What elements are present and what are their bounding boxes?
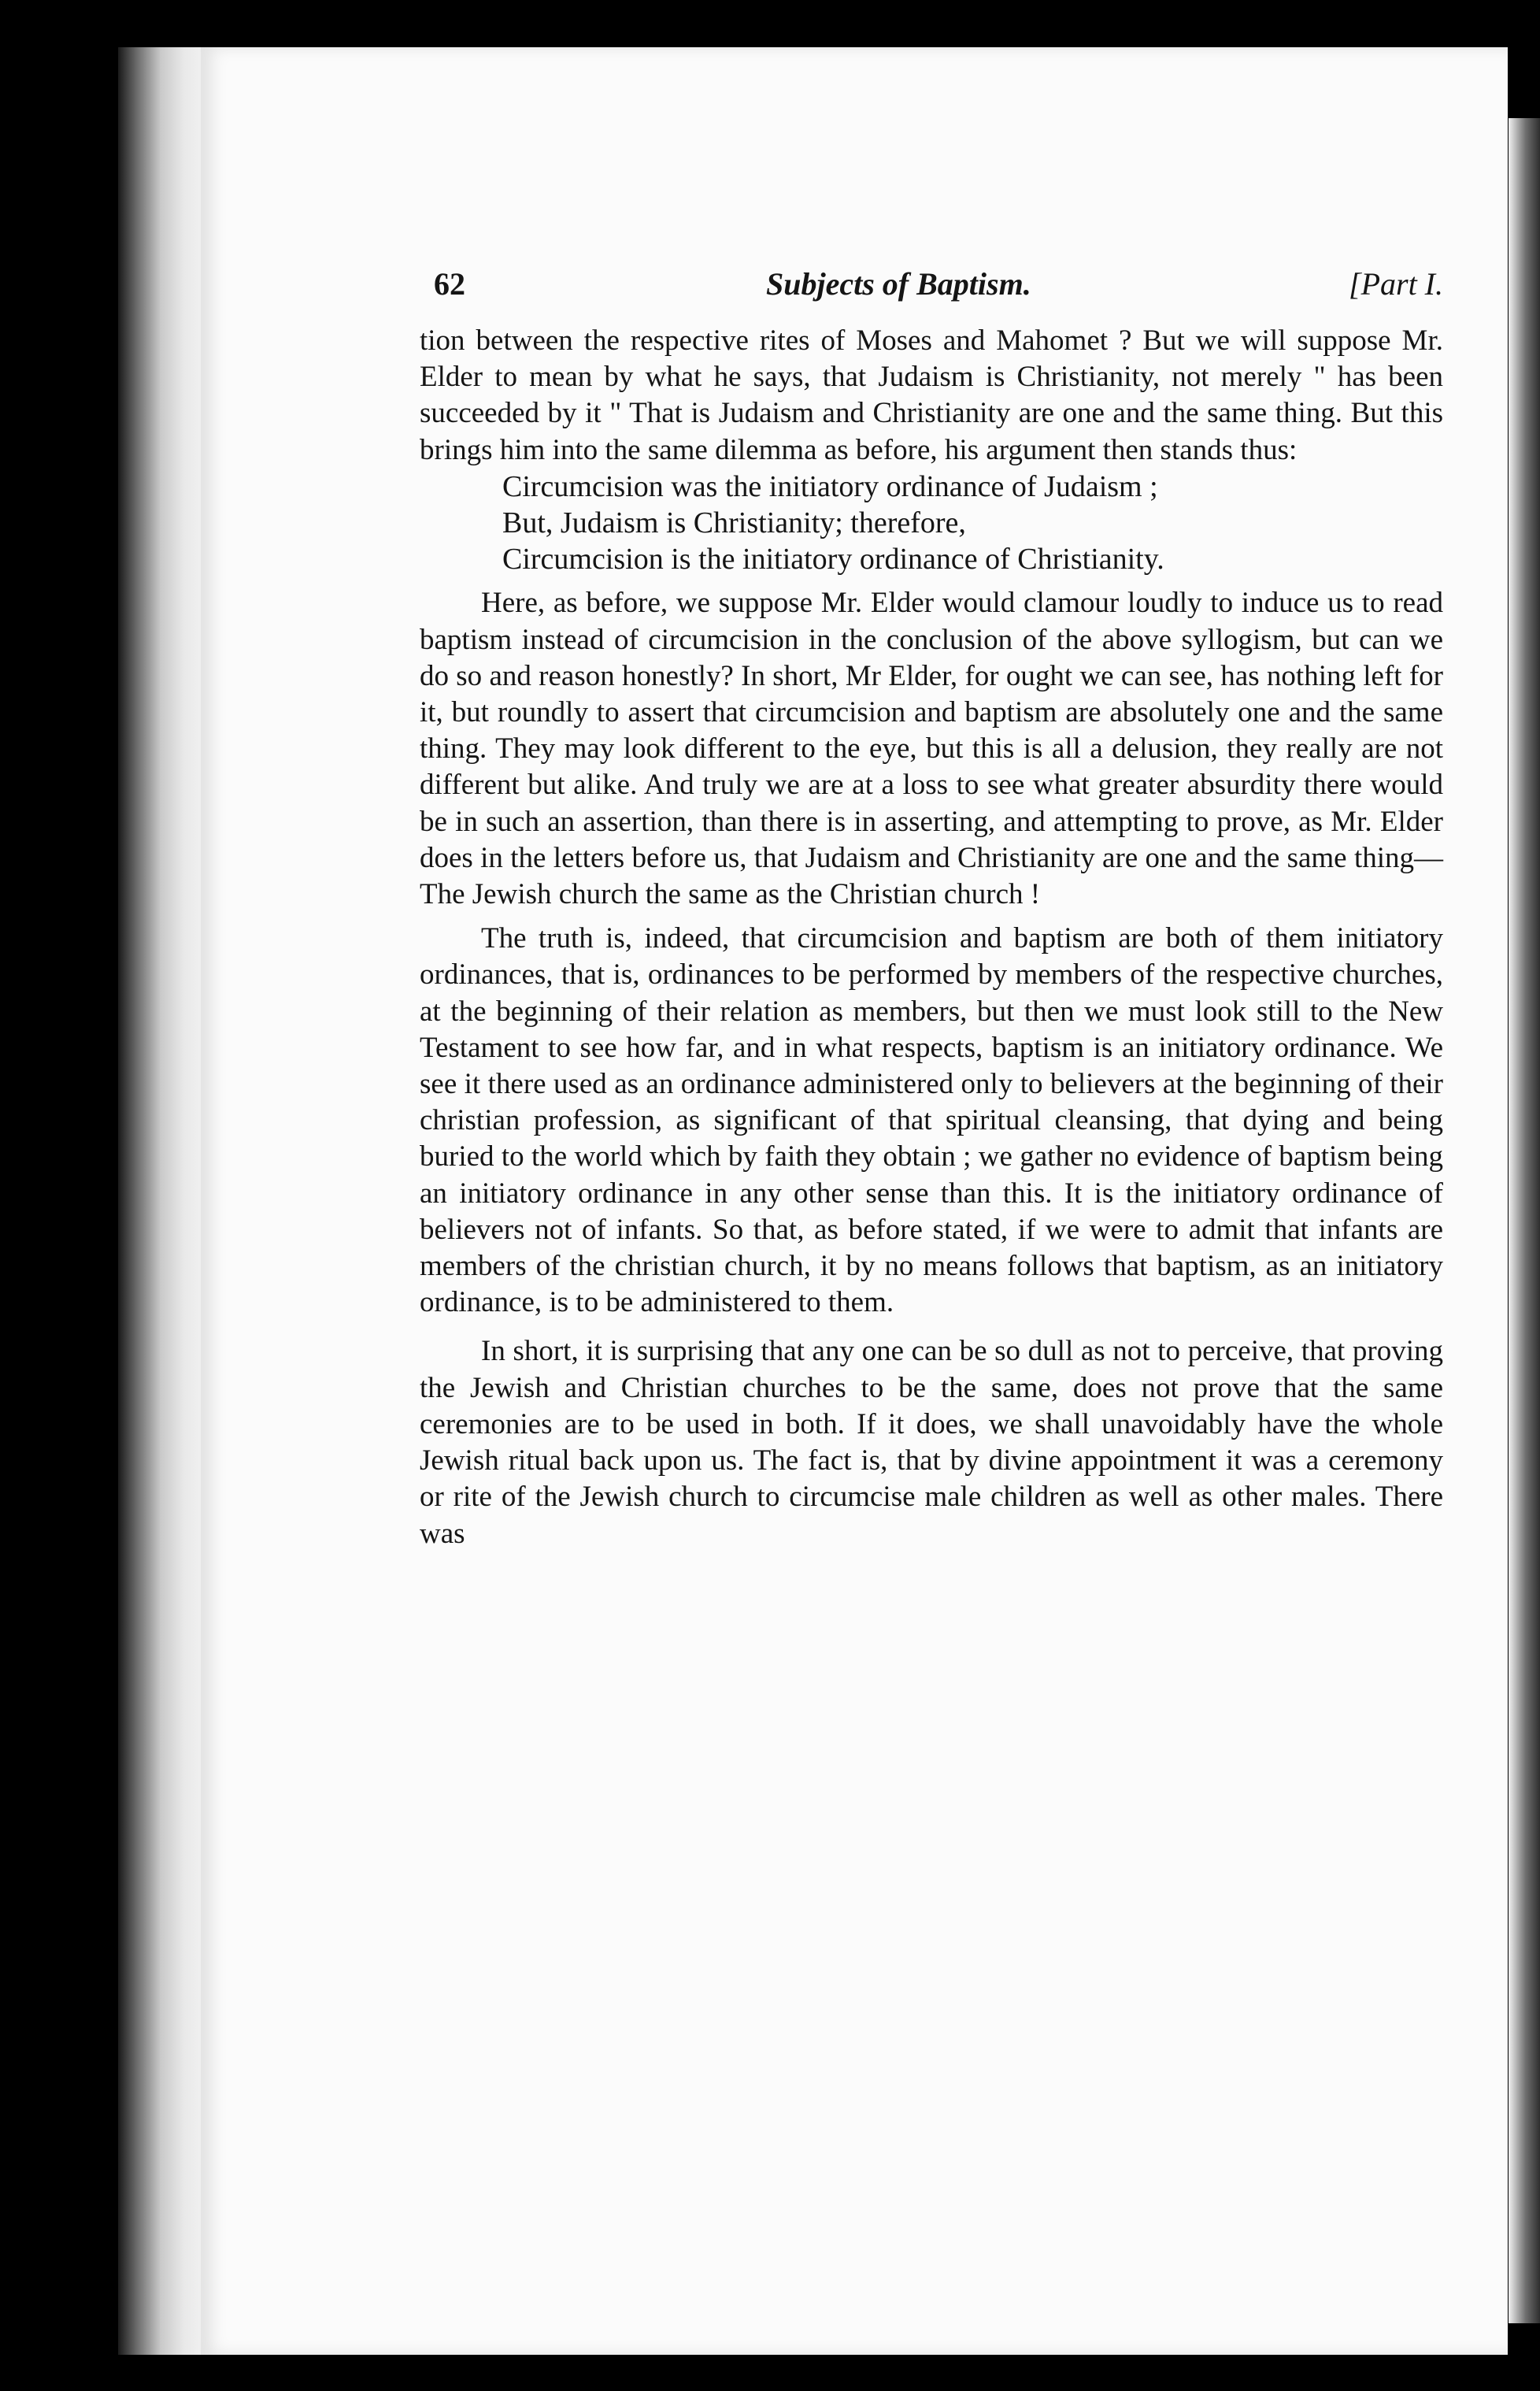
syllogism-line-2: But, Judaism is Christianity; therefore,: [502, 506, 966, 540]
syllogism-line-1: Circumcision was the initiatory ordinance of Judaism ;: [502, 469, 1158, 503]
page-stack-edges: [118, 47, 213, 2355]
running-title: Subjects of Baptism.: [766, 266, 1031, 302]
page-number: 62: [434, 266, 465, 302]
paragraph-2: Here, as before, we suppose Mr. Elder would clamour loudly to induce us to read baptism instead of circumcision in the conclusion of the above syllogism, but can we do so and reason honestly? In short, Mr Elder, for ought we can see, has nothing left for it, but roundly to assert that circumcision and baptism are absolutely one and the same thing. They may look different to the eye, but this is all a delusion, they really are not different but alike. And truly we are at a loss to see what greater absurdity there would be in such an assertion, than there is in asserting, and attempting to prove, as Mr. Elder does in the letters before us, that Judaism and Christianity are one and the same thing—The Jewish church the same as the Christian church !: [420, 587, 1443, 911]
paragraph-3: The truth is, indeed, that circumcision and baptism are both of them initiatory ordinances, that is, ordinances to be performed by members of the respective churches, at the beginning of their relation as members, but then we must look still to the New Testament to see how far, and in what respects, baptism is an initiatory ordinance. We see it there used as an ordinance administered only to believers at the beginning of their christian profession, as significant of that spiritual cleansing, that dying and being buried to the world which by faith they obtain ; we gather no evidence of baptism being an initiatory ordinance in any other sense than this. It is the initiatory ordinance of believers not of infants. So that, as before stated, if we were to admit that infants are members of the christian church, it by no means follows that baptism, as an initiatory ordinance, is to be administered to them.: [420, 922, 1443, 1319]
syllogism-line-3: Circumcision is the initiatory ordinance of Christianity.: [502, 543, 1164, 576]
paragraph-4: In short, it is surprising that any one can be so dull as not to perceive, that proving the Jewish and Christian churches to be the same, does not prove that the same ceremonies are to be used in both. If it does, we shall unavoidably have the whole Jewish ritual back upon us. The fact is, that by divine appointment it was a ceremony or rite of the Jewish church to circumcise male children as well as other males. There was: [420, 1335, 1443, 1550]
syllogism: [502, 469, 1443, 578]
running-header: [420, 266, 1443, 323]
page-text: [420, 266, 1443, 1552]
paragraph-1: tion between the respective rites of Moses and Mahomet ? But we will suppose Mr. Elder to mean by what he says, that Judaism is Christianity, not merely " has been succeeded by it " That is Judaism and Christianity are one and the same thing. But this brings him into the same dilemma as before, his argument then stands thus:: [420, 324, 1443, 466]
part-label: [Part I.: [1349, 266, 1443, 302]
binding-shadow: [1509, 118, 1540, 2323]
